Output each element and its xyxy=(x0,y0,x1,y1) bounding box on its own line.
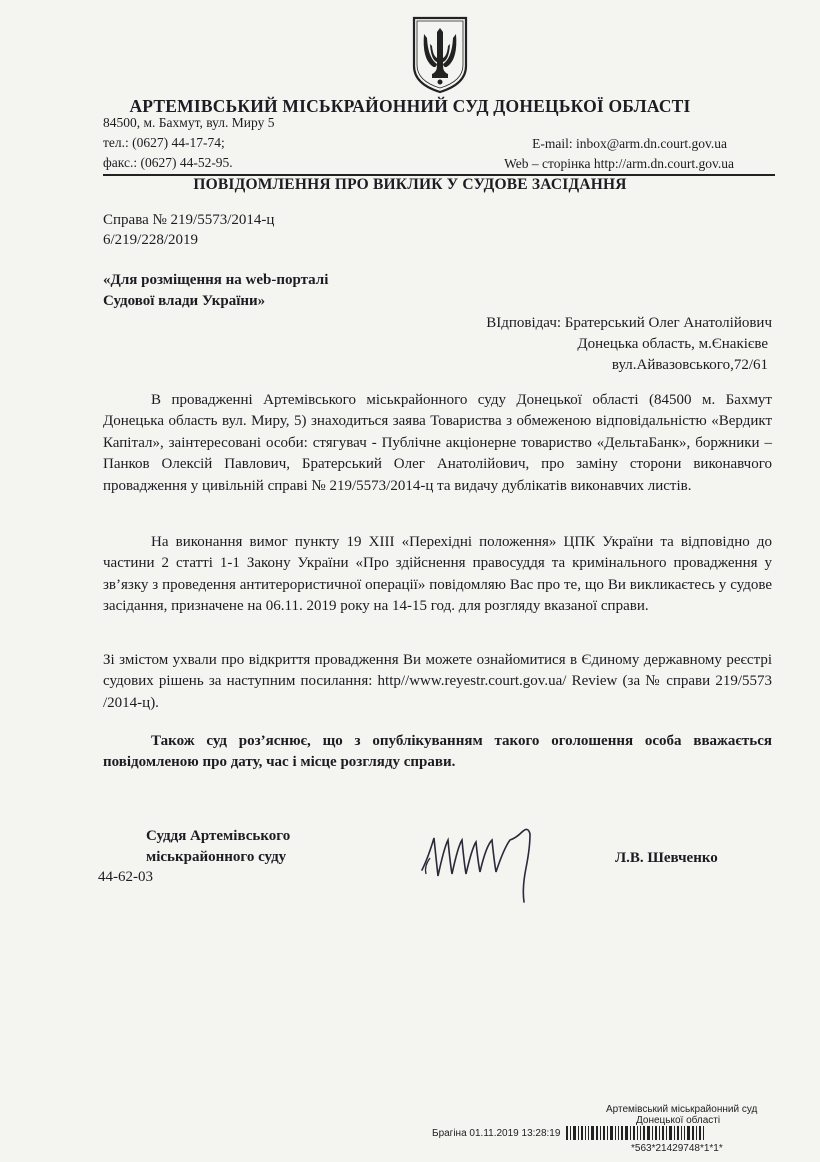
court-phone: тел.: (0627) 44-17-74; xyxy=(103,135,225,150)
recipient-name: ВІдповідач: Братерський Олег Анатолійович xyxy=(486,315,772,331)
stamp-court-name: Артемівський міськрайонний суд xyxy=(606,1104,758,1115)
barcode xyxy=(566,1126,746,1140)
judge-name: Л.В. Шевченко xyxy=(615,850,718,866)
body-paragraph-3: Зі змістом ухвали про відкриття провадження Ви можете ознайомитися в Єдиному державному реєстрі судових рішень за наступним посилання: http//www.reyestr.court.gov.ua/ Review (за № справи 219/5573 /2014-ц). xyxy=(103,652,772,711)
court-address: 84500, м. Бахмут, вул. Миру 5 xyxy=(103,115,275,130)
trident-coat-of-arms-icon xyxy=(410,14,470,94)
portal-note-line1: «Для розміщення на web-порталі xyxy=(103,272,329,288)
signer-role-line1: Суддя Артемівського xyxy=(146,828,291,844)
proceeding-number: 6/219/228/2019 xyxy=(103,232,199,248)
court-fax: факс.: (0627) 44-52-95. xyxy=(103,155,233,170)
stamp-registration: Брагіна 01.11.2019 13:28:19 xyxy=(432,1128,561,1139)
signer-role-line2: міськрайонного суду xyxy=(146,849,287,865)
body-paragraph-1: В провадженні Артемівського міськрайонного суду Донецької області (84500 м. Бахмут Донецька область вул. Миру, 5) знаходиться заява Товариства з обмеженою відповідальністю «Вердикт Капітал», заінтересовані особи: стягувач - Публічне акціонерне товариство «ДельтаБанк», боржники – Панков Олексій Павлович, Братерський Олег Анатолійович, про заміну сторони виконавчого провадження у цивільній справі № 219/5573/2014-ц та видачу дублікатів виконавчих листів. xyxy=(103,392,772,494)
recipient-street: вул.Айвазовського,72/61 xyxy=(611,357,768,373)
court-website: Web – сторінка http://arm.dn.court.gov.ua xyxy=(504,156,734,171)
handwritten-signature xyxy=(418,818,558,908)
signer-phone: 44-62-03 xyxy=(98,869,153,885)
stamp-court-region: Донецької області xyxy=(636,1115,721,1126)
recipient-region: Донецька область, м.Єнакієве xyxy=(577,336,768,352)
body-paragraph-2: На виконання вимог пункту 19 ХІІІ «Перехідні положення» ЦПК України та відповідно до частини 2 статті 1-1 Закону України «Про здійснення правосуддя та кримінального провадження у зв’язку з проведення антитерористичної операції» повідомляю Вас про те, що Ви викликаєтесь у судове засідання, призначене на 06.11. 2019 року на 14-15 год. для розгляду вказаної справи. xyxy=(103,534,772,615)
barcode-text: *563*21429748*1*1* xyxy=(631,1143,723,1154)
portal-note-line2: Судової влади України» xyxy=(103,293,266,309)
notice-title: ПОВІДОМЛЕННЯ ПРО ВИКЛИК У СУДОВЕ ЗАСІДАННЯ xyxy=(193,176,627,193)
case-number: Справа № 219/5573/2014-ц xyxy=(103,212,275,228)
body-paragraph-4: Також суд роз’яснює, що з опублікуванням такого оголошення особа вважається повідомленою про дату, час і місце розгляду справи. xyxy=(103,733,772,771)
court-email: E-mail: inbox@arm.dn.court.gov.ua xyxy=(532,136,727,151)
court-name: АРТЕМІВСЬКИЙ МІСЬКРАЙОННИЙ СУД ДОНЕЦЬКОЇ ОБЛАСТІ xyxy=(129,96,691,116)
